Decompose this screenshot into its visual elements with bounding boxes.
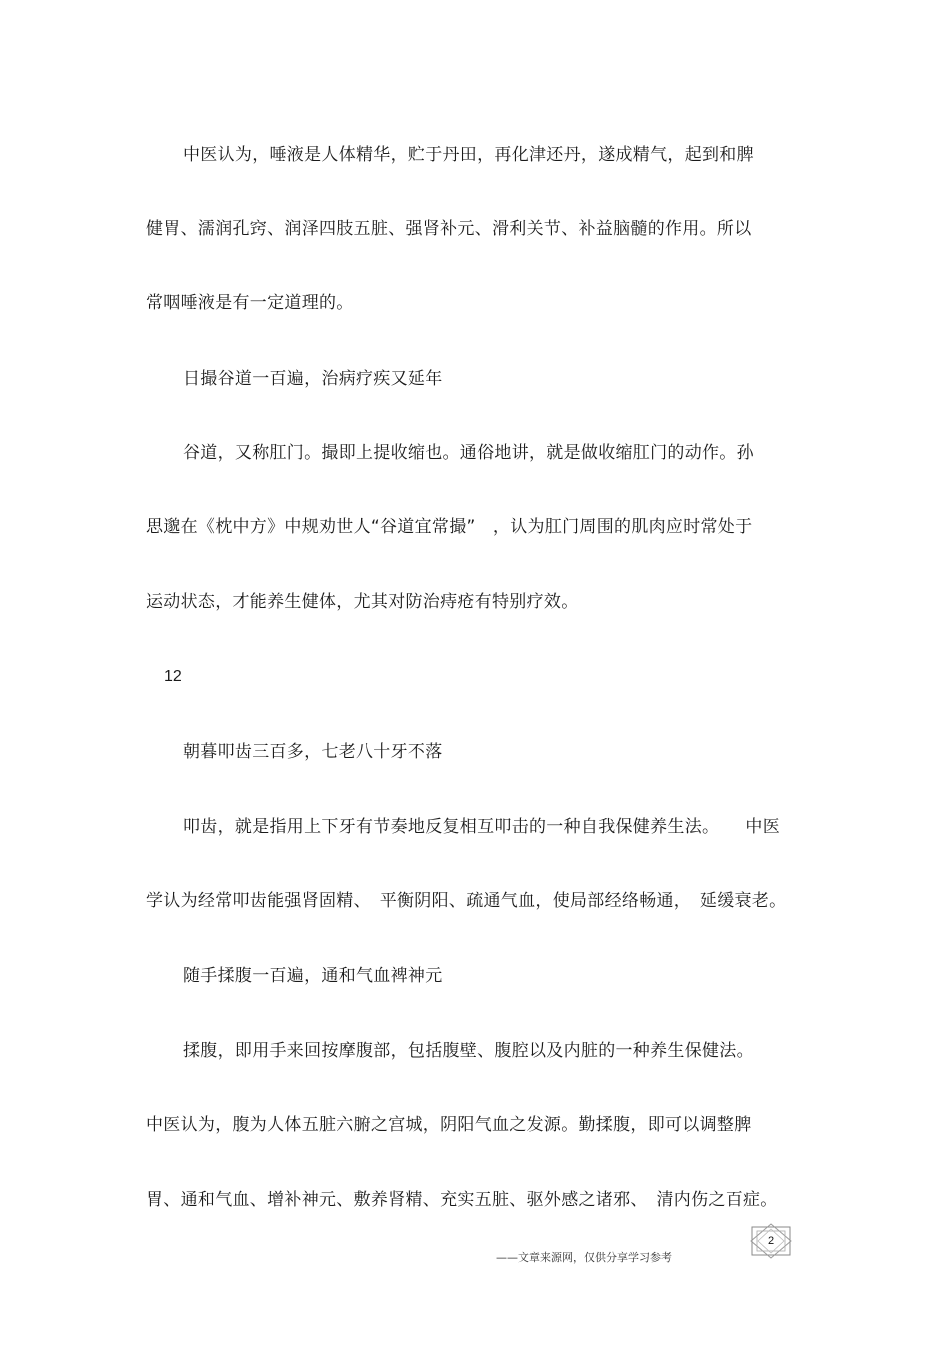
paragraph-line: 中医认为，腹为人体五脏六腑之宫城，阴阳气血之发源。勤揉腹，即可以调整脾 xyxy=(146,1115,752,1135)
paragraph-line: 健胃、濡润孔窍、润泽四肢五脏、强肾补元、滑利关节、补益脑髓的作用。所以 xyxy=(146,219,752,239)
paragraph-line: 叩齿，就是指用上下牙有节奏地反复相互叩击的一种自我保健养生法。 中医 xyxy=(183,817,780,837)
section-heading: 随手揉腹一百遍，通和气血裨神元 xyxy=(183,966,443,986)
paragraph-line: 中医认为，唾液是人体精华，贮于丹田，再化津还丹，遂成精气，起到和脾 xyxy=(183,145,754,165)
footer-note: ——文章来源网，仅供分享学习参考 xyxy=(496,1251,672,1264)
paragraph-line: 思邈在《枕中方》中规劝世人“谷道宜常撮” ，认为肛门周围的肌肉应时常处于 xyxy=(146,517,753,537)
paragraph-line: 学认为经常叩齿能强肾固精、 平衡阴阳、疏通气血，使局部经络畅通， 延缓衰老。 xyxy=(146,891,787,911)
page-number: 2 xyxy=(767,1235,775,1247)
paragraph-line: 胃、通和气血、增补神元、敷养肾精、充实五脏、驱外感之诸邪、 清内伤之百症。 xyxy=(146,1190,778,1210)
section-heading: 朝暮叩齿三百多，七老八十牙不落 xyxy=(183,742,443,762)
page-number-badge xyxy=(748,1223,794,1259)
paragraph-line: 揉腹，即用手来回按摩腹部，包括腹壁、腹腔以及内脏的一种养生保健法。 xyxy=(183,1041,754,1061)
paragraph-line: 谷道，又称肛门。撮即上提收缩也。通俗地讲，就是做收缩肛门的动作。孙 xyxy=(183,443,754,463)
paragraph-line: 运动状态，才能养生健体，尤其对防治痔疮有特别疗效。 xyxy=(146,592,579,612)
section-heading: 日撮谷道一百遍，治病疗疾又延年 xyxy=(183,369,443,389)
paragraph-line: 常咽唾液是有一定道理的。 xyxy=(146,293,354,313)
section-number: 12 xyxy=(164,668,182,685)
